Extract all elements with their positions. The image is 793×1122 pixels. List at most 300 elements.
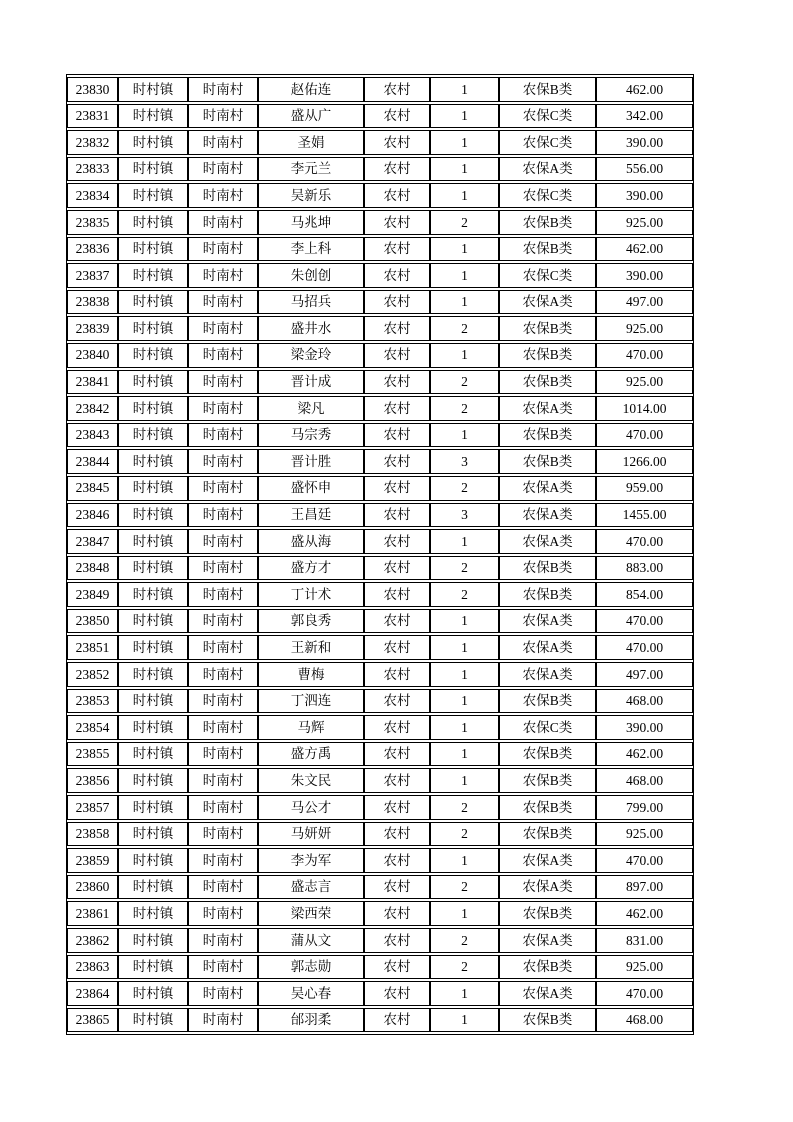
table-row: [67, 715, 693, 740]
cell-amount: 925.00: [596, 370, 693, 395]
cell-person-count: 3: [430, 449, 499, 474]
cell-id: 23831: [67, 104, 118, 129]
table-row: [67, 370, 693, 395]
table-row: [67, 183, 693, 208]
table-row: [67, 476, 693, 501]
cell-village: 时南村: [188, 689, 258, 714]
cell-insurance-category: 农保B类: [499, 316, 596, 341]
table-row: [67, 795, 693, 820]
cell-insurance-category: 农保A类: [499, 875, 596, 900]
cell-village: 时南村: [188, 130, 258, 155]
cell-person-count: 2: [430, 476, 499, 501]
cell-village: 时南村: [188, 582, 258, 607]
table-row: [67, 981, 693, 1006]
cell-village: 时南村: [188, 290, 258, 315]
cell-amount: 799.00: [596, 795, 693, 820]
cell-town: 时村镇: [118, 396, 188, 421]
cell-person-count: 1: [430, 768, 499, 793]
cell-person-count: 2: [430, 822, 499, 847]
cell-amount: 897.00: [596, 875, 693, 900]
table-row: [67, 210, 693, 235]
cell-residence-type: 农村: [364, 157, 430, 182]
cell-amount: 497.00: [596, 290, 693, 315]
cell-name: 马兆坤: [258, 210, 364, 235]
cell-insurance-category: 农保A类: [499, 290, 596, 315]
cell-id: 23860: [67, 875, 118, 900]
cell-town: 时村镇: [118, 343, 188, 368]
cell-town: 时村镇: [118, 662, 188, 687]
cell-amount: 390.00: [596, 263, 693, 288]
cell-town: 时村镇: [118, 768, 188, 793]
cell-amount: 468.00: [596, 1008, 693, 1033]
cell-id: 23838: [67, 290, 118, 315]
cell-town: 时村镇: [118, 848, 188, 873]
cell-residence-type: 农村: [364, 822, 430, 847]
cell-amount: 854.00: [596, 582, 693, 607]
insurance-roster-table: [66, 74, 694, 1035]
cell-town: 时村镇: [118, 157, 188, 182]
cell-village: 时南村: [188, 848, 258, 873]
cell-insurance-category: 农保B类: [499, 370, 596, 395]
cell-insurance-category: 农保C类: [499, 263, 596, 288]
cell-name: 马宗秀: [258, 423, 364, 448]
cell-amount: 556.00: [596, 157, 693, 182]
cell-id: 23865: [67, 1008, 118, 1033]
cell-residence-type: 农村: [364, 77, 430, 102]
cell-name: 盛方禹: [258, 742, 364, 767]
cell-town: 时村镇: [118, 635, 188, 660]
cell-name: 朱文民: [258, 768, 364, 793]
cell-person-count: 2: [430, 396, 499, 421]
cell-insurance-category: 农保B类: [499, 449, 596, 474]
cell-town: 时村镇: [118, 183, 188, 208]
roster-table-body: [67, 77, 693, 1032]
cell-town: 时村镇: [118, 875, 188, 900]
cell-id: 23853: [67, 689, 118, 714]
cell-insurance-category: 农保B类: [499, 955, 596, 980]
cell-village: 时南村: [188, 316, 258, 341]
cell-residence-type: 农村: [364, 396, 430, 421]
cell-residence-type: 农村: [364, 742, 430, 767]
cell-insurance-category: 农保C类: [499, 104, 596, 129]
cell-residence-type: 农村: [364, 1008, 430, 1033]
cell-name: 蒲从文: [258, 928, 364, 953]
cell-insurance-category: 农保C类: [499, 183, 596, 208]
cell-town: 时村镇: [118, 901, 188, 926]
cell-residence-type: 农村: [364, 635, 430, 660]
table-row: [67, 928, 693, 953]
cell-town: 时村镇: [118, 1008, 188, 1033]
table-row: [67, 822, 693, 847]
cell-name: 李为军: [258, 848, 364, 873]
cell-person-count: 1: [430, 901, 499, 926]
cell-id: 23846: [67, 503, 118, 528]
cell-person-count: 1: [430, 290, 499, 315]
cell-town: 时村镇: [118, 529, 188, 554]
cell-name: 马招兵: [258, 290, 364, 315]
cell-residence-type: 农村: [364, 556, 430, 581]
cell-id: 23834: [67, 183, 118, 208]
cell-name: 盛从海: [258, 529, 364, 554]
cell-village: 时南村: [188, 77, 258, 102]
cell-amount: 470.00: [596, 343, 693, 368]
cell-person-count: 2: [430, 210, 499, 235]
cell-id: 23848: [67, 556, 118, 581]
cell-town: 时村镇: [118, 742, 188, 767]
cell-amount: 497.00: [596, 662, 693, 687]
cell-insurance-category: 农保A类: [499, 848, 596, 873]
cell-insurance-category: 农保B类: [499, 556, 596, 581]
table-row: [67, 157, 693, 182]
cell-village: 时南村: [188, 662, 258, 687]
cell-village: 时南村: [188, 183, 258, 208]
cell-name: 盛井水: [258, 316, 364, 341]
cell-village: 时南村: [188, 556, 258, 581]
cell-amount: 1455.00: [596, 503, 693, 528]
cell-village: 时南村: [188, 210, 258, 235]
cell-id: 23859: [67, 848, 118, 873]
cell-town: 时村镇: [118, 556, 188, 581]
cell-village: 时南村: [188, 981, 258, 1006]
cell-town: 时村镇: [118, 104, 188, 129]
cell-id: 23833: [67, 157, 118, 182]
cell-insurance-category: 农保A类: [499, 981, 596, 1006]
table-row: [67, 768, 693, 793]
cell-id: 23840: [67, 343, 118, 368]
cell-town: 时村镇: [118, 210, 188, 235]
cell-village: 时南村: [188, 715, 258, 740]
cell-insurance-category: 农保B类: [499, 901, 596, 926]
cell-residence-type: 农村: [364, 104, 430, 129]
cell-village: 时南村: [188, 423, 258, 448]
cell-village: 时南村: [188, 768, 258, 793]
cell-residence-type: 农村: [364, 263, 430, 288]
cell-name: 盛方才: [258, 556, 364, 581]
cell-insurance-category: 农保A类: [499, 503, 596, 528]
cell-id: 23837: [67, 263, 118, 288]
cell-residence-type: 农村: [364, 609, 430, 634]
cell-person-count: 1: [430, 343, 499, 368]
cell-amount: 342.00: [596, 104, 693, 129]
cell-person-count: 1: [430, 609, 499, 634]
cell-id: 23856: [67, 768, 118, 793]
cell-town: 时村镇: [118, 237, 188, 262]
cell-insurance-category: 农保B类: [499, 768, 596, 793]
cell-amount: 468.00: [596, 689, 693, 714]
cell-residence-type: 农村: [364, 901, 430, 926]
cell-village: 时南村: [188, 742, 258, 767]
cell-id: 23854: [67, 715, 118, 740]
cell-town: 时村镇: [118, 928, 188, 953]
cell-insurance-category: 农保A类: [499, 476, 596, 501]
cell-town: 时村镇: [118, 449, 188, 474]
cell-name: 圣娟: [258, 130, 364, 155]
cell-village: 时南村: [188, 928, 258, 953]
table-row: [67, 396, 693, 421]
cell-village: 时南村: [188, 795, 258, 820]
cell-id: 23841: [67, 370, 118, 395]
cell-person-count: 2: [430, 582, 499, 607]
cell-person-count: 1: [430, 130, 499, 155]
cell-residence-type: 农村: [364, 529, 430, 554]
cell-town: 时村镇: [118, 503, 188, 528]
cell-person-count: 1: [430, 157, 499, 182]
table-row: [67, 1008, 693, 1033]
cell-town: 时村镇: [118, 370, 188, 395]
cell-insurance-category: 农保B类: [499, 822, 596, 847]
cell-insurance-category: 农保B类: [499, 795, 596, 820]
cell-name: 郭志勋: [258, 955, 364, 980]
cell-residence-type: 农村: [364, 370, 430, 395]
cell-insurance-category: 农保B类: [499, 77, 596, 102]
cell-name: 晋计胜: [258, 449, 364, 474]
cell-amount: 1014.00: [596, 396, 693, 421]
cell-person-count: 2: [430, 795, 499, 820]
cell-amount: 925.00: [596, 955, 693, 980]
cell-amount: 462.00: [596, 77, 693, 102]
cell-person-count: 2: [430, 370, 499, 395]
table-row: [67, 130, 693, 155]
cell-town: 时村镇: [118, 715, 188, 740]
cell-person-count: 1: [430, 662, 499, 687]
cell-amount: 470.00: [596, 609, 693, 634]
cell-town: 时村镇: [118, 955, 188, 980]
cell-person-count: 1: [430, 77, 499, 102]
cell-id: 23844: [67, 449, 118, 474]
cell-id: 23851: [67, 635, 118, 660]
cell-person-count: 2: [430, 556, 499, 581]
cell-village: 时南村: [188, 1008, 258, 1033]
cell-town: 时村镇: [118, 981, 188, 1006]
cell-town: 时村镇: [118, 77, 188, 102]
cell-residence-type: 农村: [364, 848, 430, 873]
cell-name: 马辉: [258, 715, 364, 740]
cell-residence-type: 农村: [364, 582, 430, 607]
cell-residence-type: 农村: [364, 343, 430, 368]
cell-person-count: 1: [430, 263, 499, 288]
cell-village: 时南村: [188, 104, 258, 129]
cell-person-count: 1: [430, 183, 499, 208]
cell-id: 23847: [67, 529, 118, 554]
cell-amount: 390.00: [596, 130, 693, 155]
cell-town: 时村镇: [118, 263, 188, 288]
table-row: [67, 955, 693, 980]
table-row: [67, 662, 693, 687]
cell-amount: 470.00: [596, 529, 693, 554]
cell-residence-type: 农村: [364, 183, 430, 208]
table-row: [67, 742, 693, 767]
cell-village: 时南村: [188, 370, 258, 395]
cell-name: 丁泗连: [258, 689, 364, 714]
cell-name: 郭良秀: [258, 609, 364, 634]
cell-id: 23858: [67, 822, 118, 847]
cell-insurance-category: 农保A类: [499, 157, 596, 182]
cell-residence-type: 农村: [364, 689, 430, 714]
cell-town: 时村镇: [118, 476, 188, 501]
cell-person-count: 1: [430, 981, 499, 1006]
cell-town: 时村镇: [118, 609, 188, 634]
cell-id: 23842: [67, 396, 118, 421]
cell-residence-type: 农村: [364, 130, 430, 155]
cell-village: 时南村: [188, 396, 258, 421]
cell-id: 23857: [67, 795, 118, 820]
cell-village: 时南村: [188, 157, 258, 182]
cell-insurance-category: 农保B类: [499, 582, 596, 607]
cell-amount: 390.00: [596, 715, 693, 740]
table-row: [67, 237, 693, 262]
cell-person-count: 2: [430, 955, 499, 980]
cell-insurance-category: 农保A类: [499, 396, 596, 421]
cell-name: 吴心春: [258, 981, 364, 1006]
cell-amount: 831.00: [596, 928, 693, 953]
cell-town: 时村镇: [118, 822, 188, 847]
cell-insurance-category: 农保A类: [499, 635, 596, 660]
table-row: [67, 529, 693, 554]
cell-insurance-category: 农保A类: [499, 928, 596, 953]
cell-village: 时南村: [188, 237, 258, 262]
cell-name: 曹梅: [258, 662, 364, 687]
cell-name: 吴新乐: [258, 183, 364, 208]
cell-person-count: 1: [430, 529, 499, 554]
cell-amount: 470.00: [596, 423, 693, 448]
cell-name: 赵佑连: [258, 77, 364, 102]
cell-town: 时村镇: [118, 795, 188, 820]
cell-name: 朱创创: [258, 263, 364, 288]
cell-id: 23849: [67, 582, 118, 607]
table-row: [67, 848, 693, 873]
cell-amount: 462.00: [596, 901, 693, 926]
table-row: [67, 343, 693, 368]
cell-name: 盛从广: [258, 104, 364, 129]
cell-residence-type: 农村: [364, 662, 430, 687]
cell-name: 马妍妍: [258, 822, 364, 847]
cell-residence-type: 农村: [364, 210, 430, 235]
cell-id: 23863: [67, 955, 118, 980]
cell-town: 时村镇: [118, 423, 188, 448]
cell-town: 时村镇: [118, 130, 188, 155]
cell-town: 时村镇: [118, 582, 188, 607]
cell-name: 丁计术: [258, 582, 364, 607]
table-row: [67, 503, 693, 528]
cell-name: 梁西荣: [258, 901, 364, 926]
cell-residence-type: 农村: [364, 290, 430, 315]
cell-id: 23850: [67, 609, 118, 634]
cell-residence-type: 农村: [364, 476, 430, 501]
cell-person-count: 1: [430, 742, 499, 767]
cell-insurance-category: 农保A类: [499, 529, 596, 554]
cell-amount: 883.00: [596, 556, 693, 581]
cell-amount: 959.00: [596, 476, 693, 501]
cell-insurance-category: 农保C类: [499, 130, 596, 155]
cell-id: 23835: [67, 210, 118, 235]
cell-id: 23864: [67, 981, 118, 1006]
cell-amount: 925.00: [596, 316, 693, 341]
cell-name: 梁凡: [258, 396, 364, 421]
cell-amount: 925.00: [596, 210, 693, 235]
cell-person-count: 2: [430, 875, 499, 900]
table-row: [67, 77, 693, 102]
cell-name: 李上科: [258, 237, 364, 262]
cell-amount: 470.00: [596, 635, 693, 660]
cell-id: 23855: [67, 742, 118, 767]
cell-town: 时村镇: [118, 316, 188, 341]
cell-insurance-category: 农保B类: [499, 689, 596, 714]
cell-insurance-category: 农保C类: [499, 715, 596, 740]
cell-person-count: 3: [430, 503, 499, 528]
cell-village: 时南村: [188, 343, 258, 368]
cell-person-count: 2: [430, 928, 499, 953]
cell-residence-type: 农村: [364, 768, 430, 793]
cell-id: 23852: [67, 662, 118, 687]
cell-person-count: 1: [430, 237, 499, 262]
cell-insurance-category: 农保B类: [499, 1008, 596, 1033]
cell-residence-type: 农村: [364, 316, 430, 341]
cell-residence-type: 农村: [364, 423, 430, 448]
cell-id: 23845: [67, 476, 118, 501]
cell-residence-type: 农村: [364, 795, 430, 820]
cell-person-count: 1: [430, 423, 499, 448]
cell-amount: 390.00: [596, 183, 693, 208]
table-row: [67, 104, 693, 129]
cell-residence-type: 农村: [364, 503, 430, 528]
cell-village: 时南村: [188, 955, 258, 980]
cell-residence-type: 农村: [364, 237, 430, 262]
table-row: [67, 635, 693, 660]
cell-id: 23862: [67, 928, 118, 953]
cell-insurance-category: 农保B类: [499, 237, 596, 262]
table-row: [67, 609, 693, 634]
cell-town: 时村镇: [118, 290, 188, 315]
cell-person-count: 1: [430, 635, 499, 660]
cell-residence-type: 农村: [364, 875, 430, 900]
cell-amount: 470.00: [596, 848, 693, 873]
table-row: [67, 449, 693, 474]
cell-village: 时南村: [188, 822, 258, 847]
cell-amount: 1266.00: [596, 449, 693, 474]
cell-id: 23832: [67, 130, 118, 155]
table-row: [67, 423, 693, 448]
table-row: [67, 290, 693, 315]
cell-insurance-category: 农保B类: [499, 210, 596, 235]
cell-village: 时南村: [188, 263, 258, 288]
cell-name: 王新和: [258, 635, 364, 660]
cell-town: 时村镇: [118, 689, 188, 714]
cell-id: 23830: [67, 77, 118, 102]
cell-residence-type: 农村: [364, 981, 430, 1006]
table-row: [67, 901, 693, 926]
cell-village: 时南村: [188, 609, 258, 634]
cell-name: 李元兰: [258, 157, 364, 182]
cell-id: 23861: [67, 901, 118, 926]
cell-insurance-category: 农保A类: [499, 609, 596, 634]
cell-village: 时南村: [188, 449, 258, 474]
cell-insurance-category: 农保B类: [499, 343, 596, 368]
cell-id: 23839: [67, 316, 118, 341]
cell-person-count: 1: [430, 715, 499, 740]
cell-village: 时南村: [188, 503, 258, 528]
cell-village: 时南村: [188, 529, 258, 554]
cell-amount: 468.00: [596, 768, 693, 793]
cell-id: 23836: [67, 237, 118, 262]
cell-person-count: 1: [430, 104, 499, 129]
cell-amount: 470.00: [596, 981, 693, 1006]
cell-name: 王昌廷: [258, 503, 364, 528]
cell-village: 时南村: [188, 875, 258, 900]
cell-name: 盛怀申: [258, 476, 364, 501]
cell-person-count: 1: [430, 1008, 499, 1033]
cell-insurance-category: 农保B类: [499, 423, 596, 448]
cell-name: 马公才: [258, 795, 364, 820]
